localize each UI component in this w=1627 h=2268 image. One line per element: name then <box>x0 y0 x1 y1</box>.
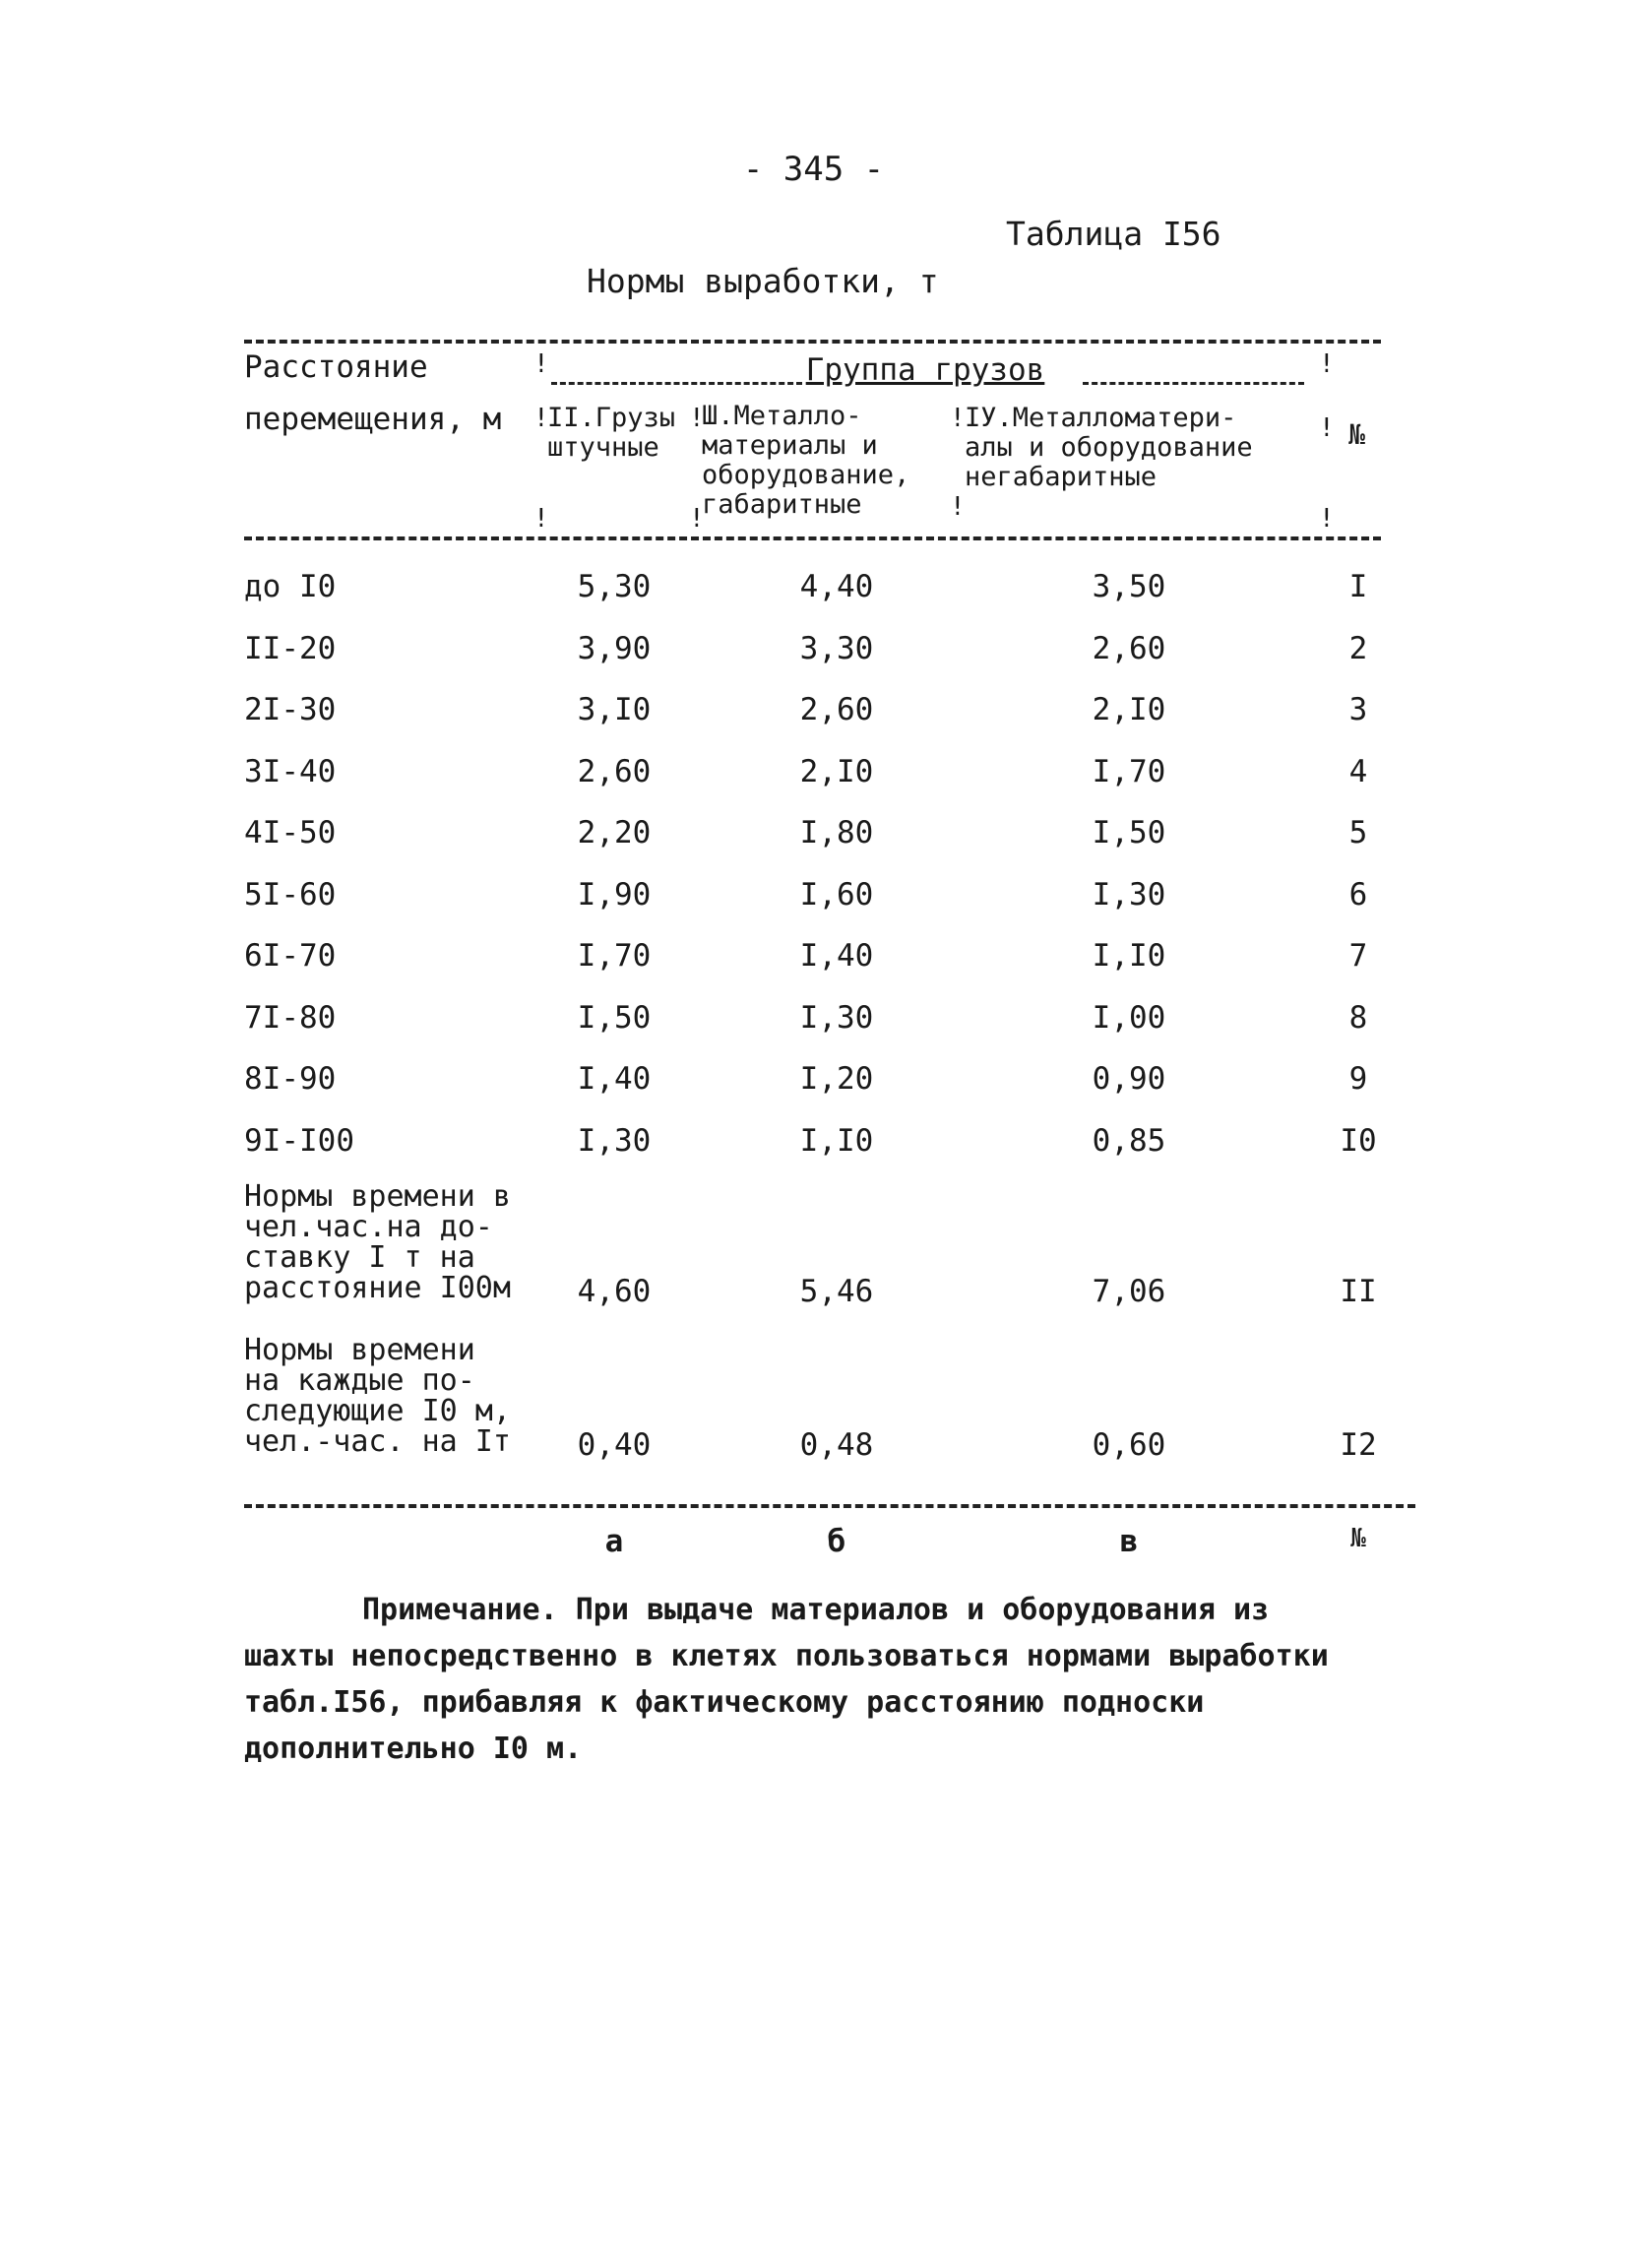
row-value-b: I,80 <box>799 815 874 850</box>
row-number: II <box>1340 1274 1377 1309</box>
header-separator: ! <box>533 504 549 534</box>
row-value-b: 2,60 <box>799 692 874 727</box>
row-value-a: I,40 <box>577 1061 652 1097</box>
row-distance: 2I-30 <box>244 692 337 727</box>
row-value-a: 2,60 <box>577 754 652 789</box>
row-number: I <box>1348 569 1368 604</box>
header-col-a: II.Грузы штучные <box>547 403 676 463</box>
row-distance: 8I-90 <box>244 1061 337 1097</box>
row-value-b: I,30 <box>799 1000 874 1036</box>
row-value-b: I,40 <box>799 938 874 974</box>
row-value-b: I,20 <box>799 1061 874 1097</box>
table-top-rule <box>244 340 1381 344</box>
row-value-a: 3,90 <box>577 631 652 666</box>
row-value-a: I,50 <box>577 1000 652 1036</box>
header-distance-line1: Расстояние <box>244 349 428 385</box>
header-separator: ! <box>1319 504 1335 534</box>
row-value-c: 0,90 <box>1092 1061 1166 1097</box>
header-separator: ! <box>533 349 549 379</box>
row-value-c: 0,85 <box>1092 1123 1166 1159</box>
row-value-a: 0,40 <box>577 1427 652 1463</box>
row-distance: до I0 <box>244 569 337 604</box>
row-value-a: 4,60 <box>577 1274 652 1309</box>
header-separator: ! <box>950 404 966 433</box>
row-distance: 9I-I00 <box>244 1123 354 1159</box>
header-col-c: IУ.Металломатери- алы и оборудование негабаритные <box>965 403 1253 492</box>
row-number: 6 <box>1348 877 1368 913</box>
footer-col-c: в <box>1119 1524 1139 1559</box>
time-row-label: Нормы времени на каждые по- следующие I0 м, чел.-час. на Iт <box>244 1333 511 1459</box>
row-distance: 3I-40 <box>244 754 337 789</box>
row-value-c: I,30 <box>1092 877 1166 913</box>
note-paragraph: Примечание. При выдаче материалов и оборудования из шахты непосредственно в клетях пользоваться нормами выработки табл.I56, прибавляя к фактическому расстоянию подноски дополнительно I0 м. <box>244 1593 1329 1766</box>
group-title: Группа грузов <box>805 352 1045 388</box>
header-separator: ! <box>689 404 705 433</box>
row-value-c: 7,06 <box>1092 1274 1166 1309</box>
row-distance: 5I-60 <box>244 877 337 913</box>
header-separator: ! <box>1319 349 1335 379</box>
row-value-c: 2,60 <box>1092 631 1166 666</box>
row-distance: 4I-50 <box>244 815 337 850</box>
header-bottom-rule <box>244 536 1381 540</box>
row-value-a: 2,20 <box>577 815 652 850</box>
footer-col-n: № <box>1350 1524 1366 1553</box>
row-value-c: I,70 <box>1092 754 1166 789</box>
row-number: I0 <box>1340 1123 1377 1159</box>
time-row-label: Нормы времени в чел.час.на до- ставку I т на расстояние I00м <box>244 1179 511 1305</box>
row-value-a: 3,I0 <box>577 692 652 727</box>
row-value-b: 0,48 <box>799 1427 874 1463</box>
footer-col-a: а <box>604 1524 624 1559</box>
header-col-n: № <box>1348 418 1365 451</box>
row-value-b: 4,40 <box>799 569 874 604</box>
row-number: 3 <box>1348 692 1368 727</box>
row-value-c: 0,60 <box>1092 1427 1166 1463</box>
row-number: 9 <box>1348 1061 1368 1097</box>
header-separator: ! <box>950 492 966 522</box>
header-col-b: Ш.Металло- материалы и оборудование, габаритные <box>702 401 910 520</box>
group-rule-right <box>1083 382 1304 385</box>
row-number: 8 <box>1348 1000 1368 1036</box>
row-value-b: 5,46 <box>799 1274 874 1309</box>
group-rule-left <box>551 382 802 385</box>
row-value-c: I,00 <box>1092 1000 1166 1036</box>
page-number: - 345 - <box>742 150 885 189</box>
row-value-b: 2,I0 <box>799 754 874 789</box>
row-value-a: I,90 <box>577 877 652 913</box>
row-distance: 7I-80 <box>244 1000 337 1036</box>
row-value-c: I,50 <box>1092 815 1166 850</box>
header-separator: ! <box>689 504 705 534</box>
table-title: Нормы выработки, т <box>587 262 939 300</box>
row-value-a: I,70 <box>577 938 652 974</box>
row-number: 4 <box>1348 754 1368 789</box>
row-distance: 6I-70 <box>244 938 337 974</box>
row-value-c: 2,I0 <box>1092 692 1166 727</box>
footer-col-b: б <box>827 1524 846 1559</box>
header-separator: ! <box>533 404 549 433</box>
row-number: 5 <box>1348 815 1368 850</box>
header-distance-line2: перемещения, м <box>244 402 502 437</box>
table-caption: Таблица I56 <box>1006 215 1221 253</box>
row-number: I2 <box>1340 1427 1377 1463</box>
row-number: 2 <box>1348 631 1368 666</box>
row-value-b: I,60 <box>799 877 874 913</box>
row-distance: II-20 <box>244 631 337 666</box>
row-value-b: 3,30 <box>799 631 874 666</box>
table-bottom-rule <box>244 1504 1415 1508</box>
row-value-a: 5,30 <box>577 569 652 604</box>
header-separator: ! <box>1319 413 1335 443</box>
row-value-c: I,I0 <box>1092 938 1166 974</box>
row-number: 7 <box>1348 938 1368 974</box>
row-value-a: I,30 <box>577 1123 652 1159</box>
row-value-b: I,I0 <box>799 1123 874 1159</box>
row-value-c: 3,50 <box>1092 569 1166 604</box>
